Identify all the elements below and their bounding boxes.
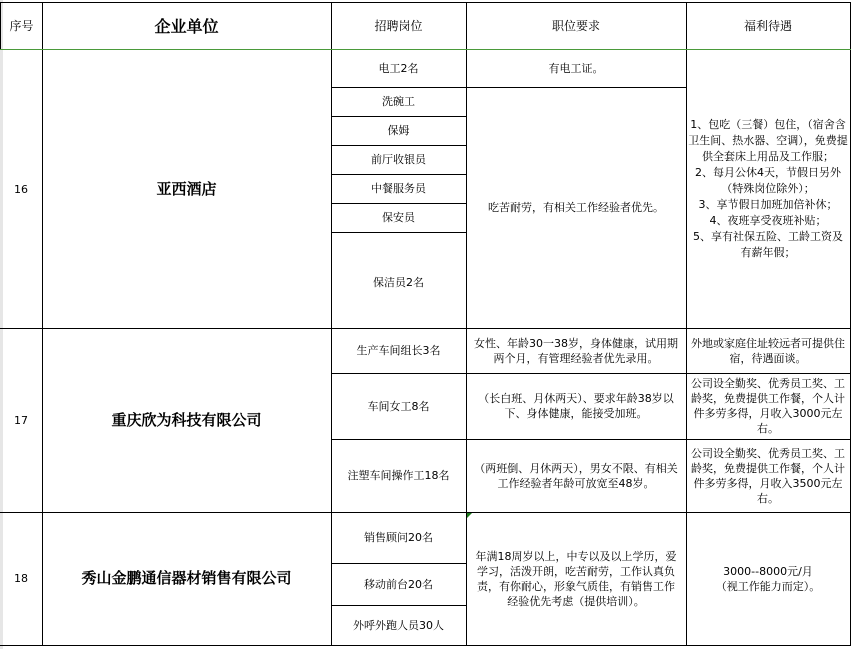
benefits-cell[interactable]: 公司设全勤奖、优秀员工奖、工龄奖，免费提供工作餐，个人计件多劳多得，月收入3000元左右。 <box>686 373 851 440</box>
benefits-cell[interactable]: 1、包吃（三餐）包住，（宿舍含卫生间、热水器、空调），免费提供全套床上用品及工作服； 2、每月公休4天，节假日另外（特殊岗位除外）； 3、享节假日加班加倍补休； 4、夜班享受夜班补贴； 5、享有社保五险、工龄工资及有薪年假； <box>686 50 851 329</box>
requirement-cell[interactable]: 有电工证。 <box>466 50 687 88</box>
position-cell[interactable]: 保姆 <box>331 116 467 146</box>
header-requirement[interactable]: 职位要求 <box>466 3 687 50</box>
frozen-pane-line <box>0 49 851 50</box>
company-cell[interactable]: 秀山金鹏通信器材销售有限公司 <box>42 512 332 646</box>
position-cell[interactable]: 车间女工8名 <box>331 373 467 440</box>
header-benefits[interactable]: 福利待遇 <box>686 3 851 50</box>
requirement-cell[interactable]: （长白班、月休两天）、要求年龄38岁以下、身体健康，能接受加班。 <box>466 373 687 440</box>
position-cell[interactable]: 电工2名 <box>331 50 467 88</box>
seq-cell[interactable]: 18 <box>0 512 43 646</box>
company-cell[interactable]: 重庆欣为科技有限公司 <box>42 328 332 513</box>
header-position[interactable]: 招聘岗位 <box>331 3 467 50</box>
position-cell[interactable]: 中餐服务员 <box>331 174 467 204</box>
benefits-cell[interactable]: 公司设全勤奖、优秀员工奖、工龄奖，免费提供工作餐，个人计件多劳多得，月收入3500元左右。 <box>686 439 851 513</box>
position-cell[interactable]: 前厅收银员 <box>331 145 467 175</box>
requirement-cell[interactable]: 吃苦耐劳，有相关工作经验者优先。 <box>466 87 687 329</box>
comment-indicator-icon <box>467 513 472 518</box>
position-cell[interactable]: 洗碗工 <box>331 87 467 117</box>
position-cell[interactable]: 外呼外跑人员30人 <box>331 605 467 646</box>
requirement-cell[interactable]: （两班倒、月休两天），男女不限、有相关工作经验者年龄可放宽至48岁。 <box>466 439 687 513</box>
seq-cell[interactable]: 16 <box>0 50 43 329</box>
position-cell[interactable]: 销售顾问20名 <box>331 512 467 564</box>
benefits-cell[interactable]: 外地或家庭住址较远者可提供住宿，待遇面谈。 <box>686 328 851 374</box>
seq-cell[interactable]: 17 <box>0 328 43 513</box>
benefits-cell[interactable]: 3000--8000元/月 （视工作能力而定）。 <box>686 512 851 646</box>
position-cell[interactable]: 保安员 <box>331 203 467 233</box>
header-seq[interactable]: 序号 <box>0 3 43 50</box>
position-cell[interactable]: 注塑车间操作工18名 <box>331 439 467 513</box>
requirement-cell[interactable]: 年满18周岁以上，中专以及以上学历，爱学习，活泼开朗，吃苦耐劳，工作认真负责，有你耐心，形象气质佳，有销售工作经验优先考虑（提供培训）。 <box>466 512 687 646</box>
header-company[interactable]: 企业单位 <box>42 3 332 50</box>
requirement-cell[interactable]: 女性、年龄30一38岁，身体健康，试用期两个月，有管理经验者优先录用。 <box>466 328 687 374</box>
position-cell[interactable]: 保洁员2名 <box>331 232 467 329</box>
position-cell[interactable]: 移动前台20名 <box>331 563 467 606</box>
company-cell[interactable]: 亚西酒店 <box>42 50 332 329</box>
position-cell[interactable]: 生产车间组长3名 <box>331 328 467 374</box>
